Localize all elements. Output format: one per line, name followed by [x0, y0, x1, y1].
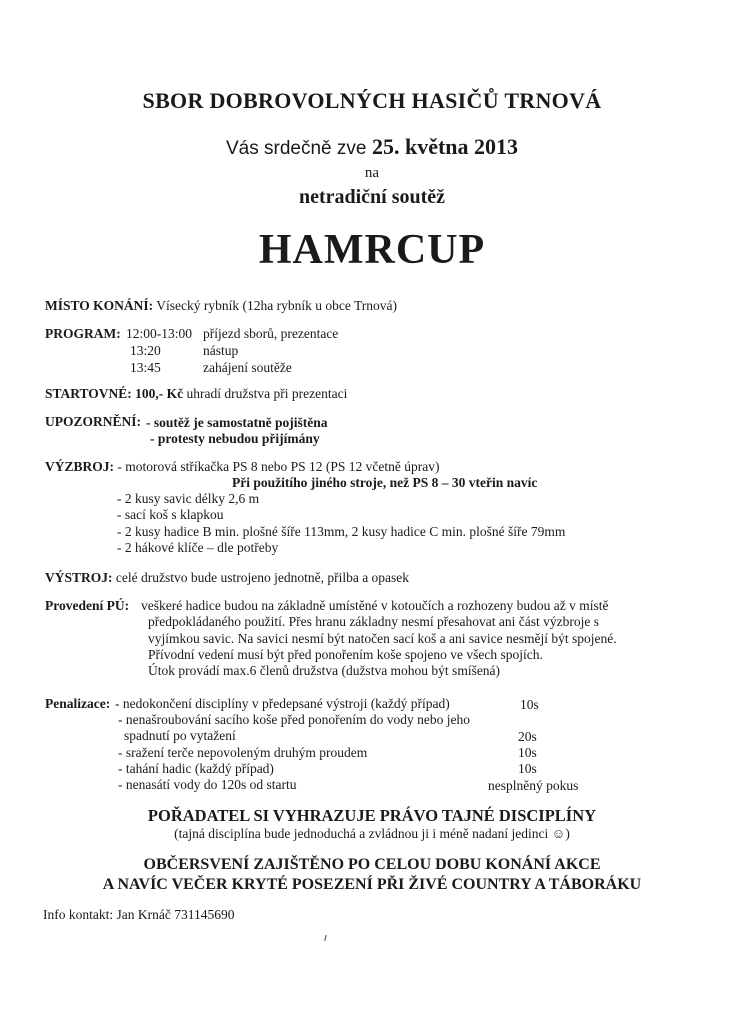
procedure-line: Přívodní vedení musí být před ponořením koše spojeno ve všech spojích.	[148, 647, 543, 662]
penalty-item: - nenasátí vody do 120s od startu	[118, 777, 297, 792]
outfit-section	[45, 570, 409, 586]
equipment-penalty-note: Při použitího jiného stroje, než PS 8 – 30 vteřin navíc	[232, 475, 538, 490]
event-type: netradiční soutěž	[298, 186, 446, 208]
fee-section	[45, 386, 347, 402]
procedure-line: vyjímkou savic. Na savici nesmí být natočen sací koš a ani savice nesmějí být spojené.	[148, 631, 617, 646]
notice-label: UPOZORNĚNÍ:	[45, 414, 142, 429]
penalty-item: - sražení terče nepovoleným druhým proudem	[118, 745, 368, 760]
penalty-item: - tahání hadic (každý případ)	[118, 761, 274, 776]
penalty-item: - nedokončení disciplíny v předepsané výstroji (každý případ)	[115, 696, 450, 711]
program-time: 13:45	[130, 360, 161, 375]
outfit-label: VÝSTROJ:	[45, 570, 113, 585]
fee-text: uhradí družstva při prezentaci	[186, 386, 348, 401]
event-name: HAMRCUP	[258, 227, 486, 273]
scan-mark	[324, 935, 327, 941]
penalty-value: nesplněný pokus	[488, 778, 579, 793]
equipment-item: - 2 hákové klíče – dle potřeby	[117, 540, 279, 555]
program-text: nástup	[203, 343, 239, 358]
invite-prefix: Vás srdečně zve	[225, 138, 367, 159]
invitation-line	[0, 134, 744, 160]
penalties-label: Penalizace:	[45, 696, 111, 711]
procedure-line: veškeré hadice budou na základně umístěné v kotoučích a rozhozeny budou až v místě	[141, 598, 609, 613]
program-time: 13:20	[130, 343, 161, 358]
event-date: 25. května 2013	[371, 134, 519, 159]
penalty-item: - nenašroubování sacího koše před ponořením do vody nebo jeho	[118, 712, 471, 727]
program-text: zahájení soutěže	[203, 360, 292, 375]
equipment-section	[45, 459, 439, 475]
equipment-item: - sací koš s klapkou	[117, 507, 224, 522]
penalty-value: 10s	[518, 745, 537, 760]
equipment-first: - motorová stříkačka PS 8 nebo PS 12 (PS 12 včetně úprav)	[117, 459, 440, 474]
on-word: na	[364, 165, 380, 181]
penalty-item: spadnutí po vytažení	[124, 728, 236, 743]
procedure-line: předpokládaného použití. Přes hranu základny nesmí přesahovat ani část výzbroje s	[148, 614, 599, 629]
equipment-item: - 2 kusy hadice B min. plošné šíře 113mm, 2 kusy hadice C min. plošné šíře 79mm	[117, 524, 566, 539]
notice-item: - soutěž je samostatně pojištěna	[146, 415, 328, 430]
equipment-item: - 2 kusy savic délky 2,6 m	[117, 491, 260, 506]
equipment-label: VÝZBROJ:	[45, 459, 115, 474]
refreshment-line: OBČERSVENÍ ZAJIŠTĚNO PO CELOU DOBU KONÁNÍ AKCE	[143, 856, 601, 873]
venue-value: Vísecký rybník (12ha rybník u obce Trnová)	[156, 298, 397, 313]
secret-discipline-title: POŘADATEL SI VYHRAZUJE PRÁVO TAJNÉ DISCIPLÍNY	[147, 806, 597, 825]
evening-line: A NAVÍC VEČER KRYTÉ POSEZENÍ PŘI ŽIVÉ COUNTRY A TÁBORÁKU	[102, 876, 642, 893]
venue-section	[45, 298, 397, 314]
info-contact: Info kontakt: Jan Krnáč 731145690	[43, 907, 235, 922]
procedure-label: Provedení PÚ:	[45, 598, 130, 613]
program-label: PROGRAM:	[45, 326, 121, 341]
program-time: 12:00-13:00	[126, 326, 192, 341]
secret-discipline-note: (tajná disciplína bude jednoduchá a zvládnou ji i méně nadaní jedinci ☺)	[174, 826, 570, 841]
fee-amount: 100,- Kč	[135, 386, 184, 401]
organization-title: SBOR DOBROVOLNÝCH HASIČŮ TRNOVÁ	[142, 88, 602, 113]
penalty-value: 10s	[520, 697, 539, 712]
outfit-value: celé družstvo bude ustrojeno jednotně, přilba a opasek	[115, 570, 410, 585]
notice-item: - protesty nebudou přijímány	[150, 431, 320, 446]
procedure-line: Útok provádí max.6 členů družstva (dužstva mohou být smíšená)	[148, 663, 501, 678]
program-text: příjezd sborů, prezentace	[203, 326, 339, 341]
venue-label: MÍSTO KONÁNÍ:	[45, 298, 154, 313]
fee-label: STARTOVNÉ:	[45, 386, 132, 401]
penalty-value: 20s	[518, 729, 537, 744]
penalty-value: 10s	[518, 761, 537, 776]
